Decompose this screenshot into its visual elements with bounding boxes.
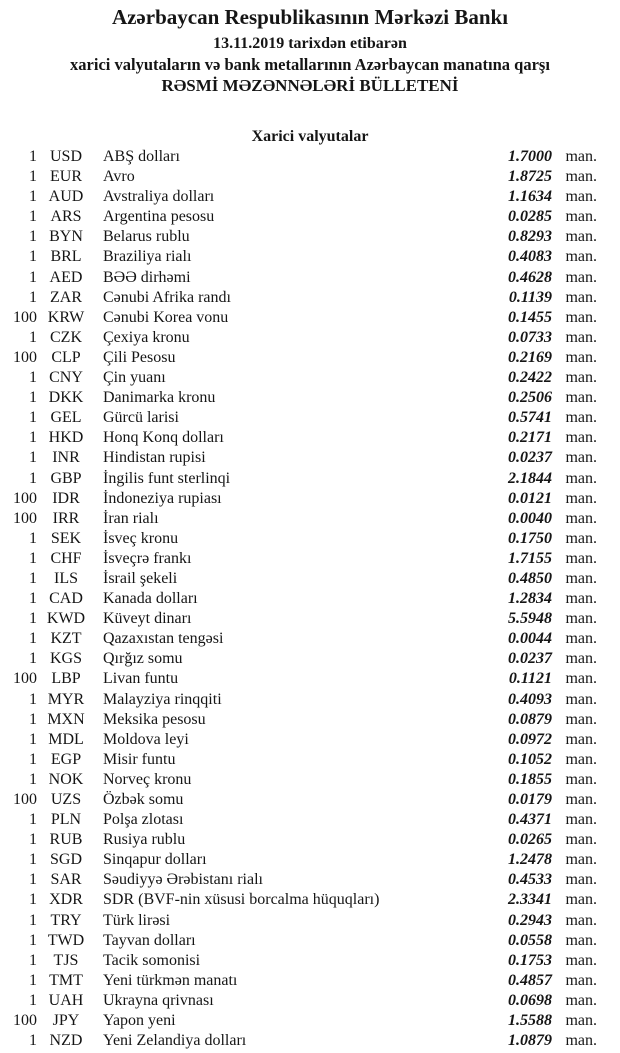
currency-code-cell: TJS xyxy=(53,951,79,969)
table-row xyxy=(0,570,620,590)
rate-cell: 0.4628 xyxy=(508,268,552,286)
table-row xyxy=(0,490,620,510)
rate-cell: 1.7155 xyxy=(508,549,552,567)
unit-cell: man. xyxy=(565,730,597,748)
table-row xyxy=(0,309,620,329)
rate-cell: 2.3341 xyxy=(508,891,552,909)
quantity-cell: 1 xyxy=(29,549,37,567)
table-row xyxy=(0,369,620,389)
unit-cell: man. xyxy=(565,308,597,326)
currency-code-cell: EGP xyxy=(50,750,82,768)
unit-cell: man. xyxy=(565,469,597,487)
currency-name-cell: Braziliya rialı xyxy=(103,248,192,266)
rate-cell: 1.7000 xyxy=(508,148,552,165)
currency-code-cell: BRL xyxy=(50,248,82,266)
table-row xyxy=(0,630,620,650)
table-row xyxy=(0,650,620,670)
currency-name-cell: Gürcü larisi xyxy=(103,409,179,427)
currency-code-cell: INR xyxy=(52,449,80,467)
currency-name-cell: İndoneziya rupiası xyxy=(103,489,222,507)
currency-name-cell: İran rialı xyxy=(103,509,159,527)
currency-name-cell: Özbək somu xyxy=(103,791,184,808)
unit-cell: man. xyxy=(565,590,597,608)
currency-name-cell: İsrail şekeli xyxy=(103,569,178,587)
rate-cell: 0.0265 xyxy=(508,831,552,849)
currency-name-cell: Argentina pesosu xyxy=(103,208,215,226)
quantity-cell: 1 xyxy=(29,469,37,487)
quantity-cell: 1 xyxy=(29,409,37,427)
currency-name-cell: İsveçrə frankı xyxy=(103,549,192,567)
currency-name-cell: Moldova leyi xyxy=(103,730,189,748)
currency-code-cell: NOK xyxy=(48,770,84,788)
table-row xyxy=(0,168,620,188)
table-row xyxy=(0,208,620,228)
quantity-cell: 1 xyxy=(29,971,37,989)
table-row xyxy=(0,530,620,550)
currency-name-cell: Avro xyxy=(103,168,135,186)
unit-cell: man. xyxy=(565,991,597,1009)
currency-name-cell: Yeni Zelandiya dolları xyxy=(103,1032,247,1050)
currency-code-cell: ZAR xyxy=(50,288,82,306)
rate-cell: 0.2171 xyxy=(508,429,552,447)
rate-cell: 0.2506 xyxy=(508,389,552,407)
currency-code-cell: ILS xyxy=(54,569,78,587)
rate-cell: 0.0972 xyxy=(508,730,552,748)
quantity-cell: 1 xyxy=(29,690,37,708)
quantity-cell: 1 xyxy=(29,650,37,668)
unit-cell: man. xyxy=(565,831,597,849)
currency-code-cell: SGD xyxy=(49,851,82,869)
rate-cell: 0.4371 xyxy=(508,811,552,829)
rate-cell: 0.4083 xyxy=(508,248,552,266)
rate-cell: 1.2834 xyxy=(508,590,552,608)
rate-cell: 0.1139 xyxy=(508,288,552,306)
quantity-cell: 1 xyxy=(29,610,37,628)
rate-cell: 1.5588 xyxy=(508,1012,552,1030)
quantity-cell: 1 xyxy=(29,328,37,346)
currency-name-cell: BƏƏ dirhəmi xyxy=(103,268,191,286)
currency-name-cell: Hindistan rupisi xyxy=(103,449,206,467)
table-row xyxy=(0,871,620,891)
currency-name-cell: Malayziya rinqqiti xyxy=(103,690,222,708)
table-row xyxy=(0,771,620,791)
currency-name-cell: Ukrayna qrivnası xyxy=(103,991,214,1009)
currency-name-cell: Misir funtu xyxy=(103,750,176,768)
currency-code-cell: USD xyxy=(49,148,82,165)
rate-cell: 0.2422 xyxy=(508,369,552,387)
quantity-cell: 1 xyxy=(29,268,37,286)
currency-code-cell: IRR xyxy=(52,509,80,527)
currency-code-cell: EUR xyxy=(50,168,82,186)
quantity-cell: 1 xyxy=(29,188,37,206)
currency-name-cell: Polşa zlotası xyxy=(103,811,184,829)
unit-cell: man. xyxy=(565,348,597,366)
currency-name-cell: Meksika pesosu xyxy=(103,710,206,728)
currency-code-cell: KZT xyxy=(50,630,82,648)
currency-code-cell: MXN xyxy=(47,710,85,728)
quantity-cell: 1 xyxy=(29,750,37,768)
rate-cell: 0.0285 xyxy=(508,208,552,226)
currency-code-cell: PLN xyxy=(50,811,82,829)
quantity-cell: 1 xyxy=(29,389,37,407)
unit-cell: man. xyxy=(565,750,597,768)
currency-code-cell: TWD xyxy=(47,931,85,949)
rate-cell: 0.0879 xyxy=(508,710,552,728)
unit-cell: man. xyxy=(565,971,597,989)
currency-code-cell: NZD xyxy=(49,1032,83,1050)
unit-cell: man. xyxy=(565,650,597,668)
table-row xyxy=(0,510,620,530)
currency-name-cell: Qırğız somu xyxy=(103,650,183,668)
table-row xyxy=(0,289,620,309)
table-row xyxy=(0,751,620,771)
currency-name-cell: ABŞ dolları xyxy=(103,148,180,165)
table-row xyxy=(0,811,620,831)
currency-name-cell: Kanada dolları xyxy=(103,590,198,608)
unit-cell: man. xyxy=(565,569,597,587)
unit-cell: man. xyxy=(565,268,597,286)
table-row xyxy=(0,932,620,952)
table-row xyxy=(0,470,620,490)
unit-cell: man. xyxy=(565,288,597,306)
currency-code-cell: SEK xyxy=(50,529,82,547)
currency-name-cell: Livan funtu xyxy=(103,670,179,688)
quantity-cell: 1 xyxy=(29,770,37,788)
unit-cell: man. xyxy=(565,148,597,165)
rate-cell: 0.1121 xyxy=(508,670,552,688)
currency-name-cell: Belarus rublu xyxy=(103,228,190,246)
unit-cell: man. xyxy=(565,670,597,688)
quantity-cell: 1 xyxy=(29,148,37,165)
table-row xyxy=(0,670,620,690)
quantity-cell: 1 xyxy=(29,911,37,929)
rate-cell: 0.0179 xyxy=(508,791,552,808)
rate-cell: 0.0044 xyxy=(508,630,552,648)
table-row xyxy=(0,228,620,248)
currency-code-cell: KWD xyxy=(46,610,86,628)
rate-cell: 1.2478 xyxy=(508,851,552,869)
quantity-cell: 1 xyxy=(29,851,37,869)
currency-name-cell: Səudiyyə Ərəbistanı rialı xyxy=(103,871,263,889)
unit-cell: man. xyxy=(565,610,597,628)
currency-name-cell: Yapon yeni xyxy=(103,1012,176,1030)
quantity-cell: 1 xyxy=(29,228,37,246)
unit-cell: man. xyxy=(565,931,597,949)
quantity-cell: 100 xyxy=(13,308,37,326)
quantity-cell: 100 xyxy=(13,348,37,366)
currency-code-cell: ARS xyxy=(50,208,82,226)
quantity-cell: 1 xyxy=(29,951,37,969)
table-row xyxy=(0,248,620,268)
currency-code-cell: KRW xyxy=(47,308,85,326)
quantity-cell: 1 xyxy=(29,831,37,849)
rate-cell: 0.4850 xyxy=(508,569,552,587)
unit-cell: man. xyxy=(565,409,597,427)
rate-cell: 0.8293 xyxy=(508,228,552,246)
unit-cell: man. xyxy=(565,690,597,708)
rate-cell: 0.1052 xyxy=(508,750,552,768)
currency-name-cell: İsveç kronu xyxy=(103,529,179,547)
rate-cell: 0.1855 xyxy=(508,770,552,788)
rate-cell: 0.0733 xyxy=(508,328,552,346)
unit-cell: man. xyxy=(565,208,597,226)
quantity-cell: 100 xyxy=(13,791,37,808)
currency-name-cell: Rusiya rublu xyxy=(103,831,186,849)
table-row xyxy=(0,188,620,208)
unit-cell: man. xyxy=(565,811,597,829)
currency-name-cell: Danimarka kronu xyxy=(103,389,216,407)
table-row xyxy=(0,148,620,168)
unit-cell: man. xyxy=(565,389,597,407)
unit-cell: man. xyxy=(565,851,597,869)
rate-cell: 0.0121 xyxy=(508,489,552,507)
unit-cell: man. xyxy=(565,770,597,788)
unit-cell: man. xyxy=(565,791,597,808)
rate-cell: 0.0237 xyxy=(508,449,552,467)
unit-cell: man. xyxy=(565,1032,597,1050)
rate-cell: 0.1750 xyxy=(508,529,552,547)
rate-cell: 5.5948 xyxy=(508,610,552,628)
currency-code-cell: XDR xyxy=(49,891,83,909)
unit-cell: man. xyxy=(565,710,597,728)
quantity-cell: 1 xyxy=(29,569,37,587)
unit-cell: man. xyxy=(565,369,597,387)
rate-cell: 0.2169 xyxy=(508,348,552,366)
unit-cell: man. xyxy=(565,429,597,447)
quantity-cell: 1 xyxy=(29,369,37,387)
currency-name-cell: Tacik somonisi xyxy=(103,951,201,969)
currency-name-cell: Tayvan dolları xyxy=(103,931,196,949)
unit-cell: man. xyxy=(565,1012,597,1030)
quantity-cell: 1 xyxy=(29,590,37,608)
unit-cell: man. xyxy=(565,891,597,909)
table-row xyxy=(0,1032,620,1052)
unit-cell: man. xyxy=(565,248,597,266)
currency-code-cell: UAH xyxy=(48,991,84,1009)
currency-code-cell: CZK xyxy=(50,328,82,346)
effective-date: 13.11.2019 tarixdən etibarən xyxy=(213,35,407,52)
currency-code-cell: IDR xyxy=(52,489,80,507)
table-row xyxy=(0,269,620,289)
table-row xyxy=(0,952,620,972)
quantity-cell: 1 xyxy=(29,891,37,909)
quantity-cell: 1 xyxy=(29,931,37,949)
currency-name-cell: Çin yuanı xyxy=(103,369,166,387)
table-row xyxy=(0,831,620,851)
quantity-cell: 1 xyxy=(29,529,37,547)
unit-cell: man. xyxy=(565,328,597,346)
quantity-cell: 1 xyxy=(29,871,37,889)
currency-name-cell: Küveyt dinarı xyxy=(103,610,192,628)
quantity-cell: 1 xyxy=(29,248,37,266)
quantity-cell: 1 xyxy=(29,208,37,226)
currency-code-cell: KGS xyxy=(49,650,82,668)
currency-name-cell: Qazaxıstan tengəsi xyxy=(103,630,224,648)
rate-cell: 0.0237 xyxy=(508,650,552,668)
currency-code-cell: CLP xyxy=(51,348,81,366)
currency-code-cell: HKD xyxy=(48,429,84,447)
currency-name-cell: SDR (BVF-nin xüsusi borcalma hüquqları) xyxy=(103,891,380,909)
currency-code-cell: TRY xyxy=(50,911,82,929)
table-row xyxy=(0,610,620,630)
table-row xyxy=(0,912,620,932)
rate-cell: 0.0558 xyxy=(508,931,552,949)
unit-cell: man. xyxy=(565,630,597,648)
currency-code-cell: JPY xyxy=(52,1012,80,1030)
quantity-cell: 1 xyxy=(29,710,37,728)
table-row xyxy=(0,992,620,1012)
currency-name-cell: İngilis funt sterlinqi xyxy=(103,469,231,487)
rate-cell: 0.1753 xyxy=(508,951,552,969)
currency-code-cell: GBP xyxy=(50,469,82,487)
table-row xyxy=(0,891,620,911)
quantity-cell: 100 xyxy=(13,670,37,688)
quantity-cell: 1 xyxy=(29,1032,37,1050)
quantity-cell: 1 xyxy=(29,168,37,186)
table-row xyxy=(0,409,620,429)
currency-code-cell: UZS xyxy=(50,791,82,808)
quantity-cell: 1 xyxy=(29,429,37,447)
currency-name-cell: Norveç kronu xyxy=(103,770,192,788)
currency-code-cell: SAR xyxy=(50,871,82,889)
rate-cell: 0.4093 xyxy=(508,690,552,708)
currency-name-cell: Yeni türkmən manatı xyxy=(103,971,238,989)
rate-cell: 0.1455 xyxy=(508,308,552,326)
table-row xyxy=(0,851,620,871)
unit-cell: man. xyxy=(565,951,597,969)
currency-code-cell: DKK xyxy=(48,389,84,407)
currency-code-cell: MDL xyxy=(48,730,84,748)
table-row xyxy=(0,449,620,469)
rate-cell: 0.0698 xyxy=(508,991,552,1009)
unit-cell: man. xyxy=(565,168,597,186)
currency-code-cell: AUD xyxy=(48,188,84,206)
unit-cell: man. xyxy=(565,911,597,929)
currency-name-cell: Cənubi Korea vonu xyxy=(103,308,229,326)
section-title-foreign-currencies: Xarici valyutalar xyxy=(251,128,369,145)
currency-code-cell: CNY xyxy=(49,369,83,387)
rate-cell: 1.1634 xyxy=(508,188,552,206)
currency-name-cell: Türk lirəsi xyxy=(103,911,171,929)
rates-table xyxy=(0,148,620,1052)
rate-cell: 1.8725 xyxy=(508,168,552,186)
currency-code-cell: TMT xyxy=(49,971,83,989)
table-row xyxy=(0,972,620,992)
table-row xyxy=(0,329,620,349)
unit-cell: man. xyxy=(565,188,597,206)
bulletin-subtitle: xarici valyutaların və bank metallarının Azərbaycan manatına qarşı xyxy=(70,55,550,74)
currency-code-cell: GEL xyxy=(50,409,82,427)
currency-name-cell: Çexiya kronu xyxy=(103,328,190,346)
table-row xyxy=(0,1012,620,1032)
currency-code-cell: MYR xyxy=(47,690,85,708)
quantity-cell: 1 xyxy=(29,288,37,306)
currency-code-cell: CAD xyxy=(49,590,83,608)
table-row xyxy=(0,791,620,811)
table-row xyxy=(0,429,620,449)
unit-cell: man. xyxy=(565,228,597,246)
currency-name-cell: Honq Konq dolları xyxy=(103,429,224,447)
currency-name-cell: Sinqapur dolları xyxy=(103,851,207,869)
unit-cell: man. xyxy=(565,549,597,567)
table-row xyxy=(0,550,620,570)
quantity-cell: 1 xyxy=(29,811,37,829)
quantity-cell: 100 xyxy=(13,489,37,507)
currency-code-cell: BYN xyxy=(49,228,83,246)
currency-code-cell: AED xyxy=(49,268,83,286)
currency-name-cell: Çili Pesosu xyxy=(103,348,176,366)
table-row xyxy=(0,711,620,731)
unit-cell: man. xyxy=(565,449,597,467)
currency-code-cell: RUB xyxy=(49,831,83,849)
quantity-cell: 1 xyxy=(29,730,37,748)
quantity-cell: 100 xyxy=(13,1012,37,1030)
rate-cell: 0.2943 xyxy=(508,911,552,929)
table-row xyxy=(0,389,620,409)
rate-cell: 2.1844 xyxy=(508,469,552,487)
currency-name-cell: Avstraliya dolları xyxy=(103,188,215,206)
quantity-cell: 1 xyxy=(29,449,37,467)
bulletin-title: RƏSMİ MƏZƏNNƏLƏRİ BÜLLETENİ xyxy=(161,76,459,95)
currency-code-cell: LBP xyxy=(51,670,81,688)
rate-cell: 0.5741 xyxy=(508,409,552,427)
table-row xyxy=(0,349,620,369)
rate-cell: 0.4857 xyxy=(508,971,552,989)
bank-title: Azərbaycan Respublikasının Mərkəzi Bankı xyxy=(111,5,509,29)
rate-cell: 1.0879 xyxy=(508,1032,552,1050)
quantity-cell: 1 xyxy=(29,630,37,648)
table-row xyxy=(0,691,620,711)
table-row xyxy=(0,731,620,751)
quantity-cell: 100 xyxy=(13,509,37,527)
unit-cell: man. xyxy=(565,509,597,527)
rate-cell: 0.4533 xyxy=(508,871,552,889)
unit-cell: man. xyxy=(565,489,597,507)
currency-code-cell: CHF xyxy=(50,549,82,567)
currency-name-cell: Cənubi Afrika randı xyxy=(103,288,231,306)
table-row xyxy=(0,590,620,610)
unit-cell: man. xyxy=(565,871,597,889)
quantity-cell: 1 xyxy=(29,991,37,1009)
rate-cell: 0.0040 xyxy=(508,509,552,527)
unit-cell: man. xyxy=(565,529,597,547)
